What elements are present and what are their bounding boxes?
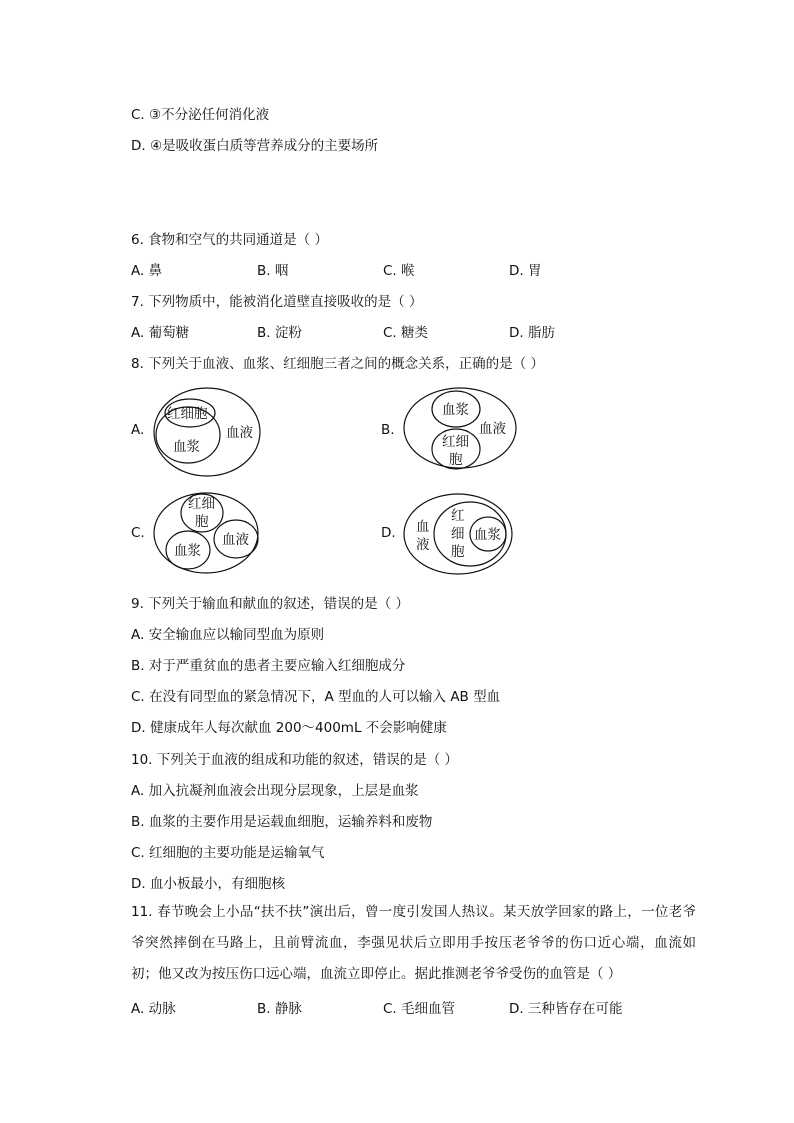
q7-option-b: B. 淀粉 bbox=[257, 325, 302, 341]
q11-option-c: C. 毛细血管 bbox=[383, 1001, 456, 1017]
diagram-b-rbc-label-1: 红细 bbox=[442, 434, 469, 450]
q11-option-d: D. 三种皆存在可能 bbox=[509, 1001, 623, 1017]
diagram-b-plasma-label: 血浆 bbox=[442, 402, 469, 418]
q8-stem: 8. 下列关于血液、血浆、红细胞三者之间的概念关系，正确的是（ ） bbox=[131, 356, 544, 372]
q10-option-d: D. 血小板最小，有细胞核 bbox=[131, 876, 285, 892]
q5-option-c: C. ③不分泌任何消化液 bbox=[131, 107, 270, 123]
q9-option-a: A. 安全输血应以输同型血为原则 bbox=[131, 627, 325, 643]
q6-stem: 6. 食物和空气的共同通道是（ ） bbox=[131, 232, 328, 248]
q10-option-b: B. 血浆的主要作用是运载血细胞，运输养料和废物 bbox=[131, 814, 433, 830]
diagram-d-blood-label-1: 血 bbox=[416, 519, 430, 535]
diagram-d-plasma-label: 血浆 bbox=[474, 527, 501, 543]
q8-label-a: A. bbox=[131, 422, 145, 438]
diagram-d-rbc-label-2: 细 bbox=[451, 526, 465, 542]
q10-stem: 10. 下列关于血液的组成和功能的叙述，错误的是（ ） bbox=[131, 752, 459, 768]
q6-option-b: B. 咽 bbox=[257, 263, 289, 279]
diagram-d-rbc-label-1: 红 bbox=[451, 508, 465, 524]
diagram-a-rbc-label: 红细胞 bbox=[167, 406, 208, 422]
q8-diagram-c bbox=[150, 488, 265, 578]
q6-option-d: D. 胃 bbox=[509, 263, 542, 279]
q6-option-c: C. 喉 bbox=[383, 263, 415, 279]
q9-option-b: B. 对于严重贫血的患者主要应输入红细胞成分 bbox=[131, 658, 406, 674]
q6-options bbox=[131, 259, 691, 279]
diagram-a-plasma-label: 血浆 bbox=[173, 439, 200, 455]
q8-diagram-d bbox=[400, 490, 518, 578]
diagram-d-blood-label-2: 液 bbox=[416, 537, 430, 553]
q10-option-a: A. 加入抗凝剂血液会出现分层现象，上层是血浆 bbox=[131, 783, 419, 799]
q9-stem: 9. 下列关于输血和献血的叙述，错误的是（ ） bbox=[131, 596, 409, 612]
q7-options bbox=[131, 321, 691, 341]
q5-option-d: D. ④是吸收蛋白质等营养成分的主要场所 bbox=[131, 138, 379, 154]
q7-option-a: A. 葡萄糖 bbox=[131, 325, 190, 341]
q7-option-c: C. 糖类 bbox=[383, 325, 429, 341]
q8-label-c: C. bbox=[131, 525, 145, 541]
q11-stem: 11. 春节晚会上小品“扶不扶”演出后，曾一度引发国人热议。某天放学回家的路上，一位老爷爷突然摔倒在马路上，且前臂流血，李强见状后立即用手按压老爷爷的伤口近心端，血流如初；他又改为按压伤口远心端，血流立即停止。据此推测老爷爷受伤的血管是（ ） bbox=[131, 904, 696, 982]
q11-options bbox=[131, 997, 691, 1017]
q8-diagram-a bbox=[150, 382, 270, 482]
diagram-b-rbc-label-2: 胞 bbox=[449, 452, 463, 468]
q9-option-d: D. 健康成年人每次献血 200～400mL 不会影响健康 bbox=[131, 720, 447, 736]
q6-option-a: A. 鼻 bbox=[131, 263, 163, 279]
diagram-c-plasma-label: 血浆 bbox=[174, 543, 201, 559]
q7-stem: 7. 下列物质中，能被消化道壁直接吸收的是（ ） bbox=[131, 294, 423, 310]
q8-label-b: B. bbox=[381, 422, 395, 438]
diagram-d-rbc-label-3: 胞 bbox=[451, 544, 465, 560]
diagram-a-blood-label: 血液 bbox=[226, 425, 253, 441]
diagram-b-blood-label: 血液 bbox=[479, 421, 506, 437]
q8-diagram-b bbox=[400, 383, 522, 473]
q9-option-c: C. 在没有同型血的紧急情况下，A 型血的人可以输入 AB 型血 bbox=[131, 689, 501, 705]
q8-label-d: D. bbox=[381, 525, 396, 541]
diagram-c-rbc-label-1: 红细 bbox=[188, 496, 215, 512]
q11-option-b: B. 静脉 bbox=[257, 1001, 302, 1017]
q7-option-d: D. 脂肪 bbox=[509, 325, 555, 341]
diagram-c-blood-label: 血液 bbox=[222, 532, 249, 548]
q10-option-c: C. 红细胞的主要功能是运输氧气 bbox=[131, 845, 325, 861]
diagram-c-rbc-label-2: 胞 bbox=[195, 514, 209, 530]
q11-option-a: A. 动脉 bbox=[131, 1001, 176, 1017]
